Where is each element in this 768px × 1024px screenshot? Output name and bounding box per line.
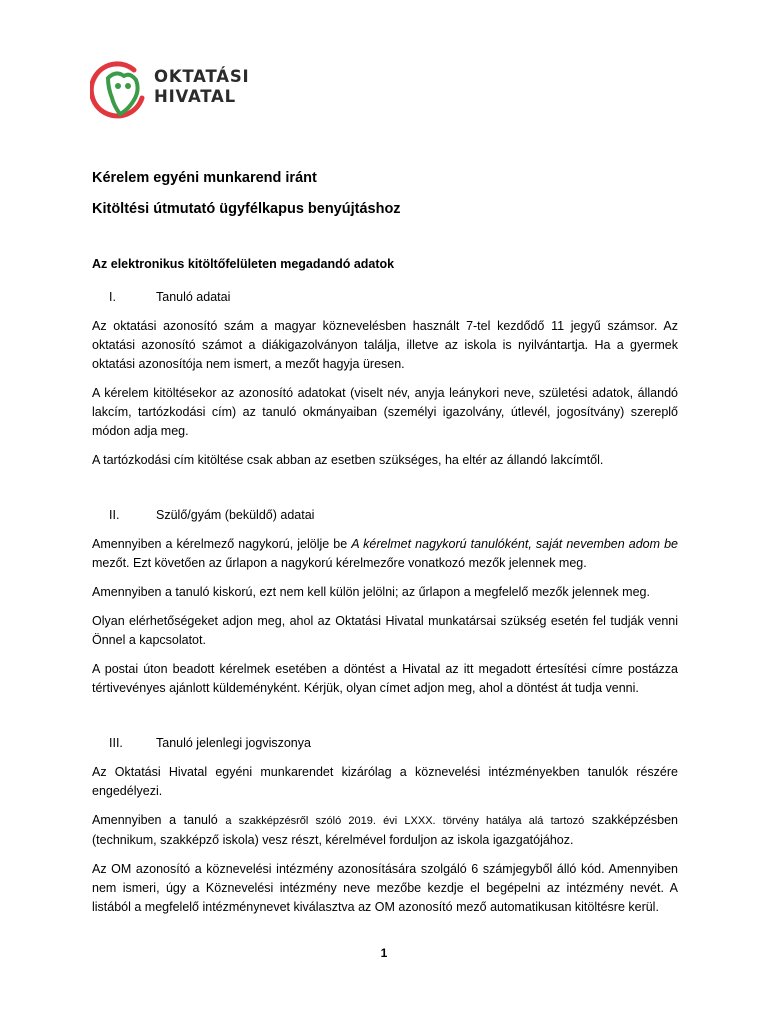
- paragraph: Az oktatási azonosító szám a magyar köznevelésben használt 7-tel kezdődő 11 jegyű számsor. Az oktatási azonosító számot a diákigazolványon találja, illetve az iskola is nyilvántartja. Ha a gyermek oktatási azonosítója nem ismert, a mezőt hagyja üresen.: [92, 319, 678, 371]
- logo-text-line1: OKTATÁSI: [154, 67, 250, 86]
- checkbox-label-quote: A kérelmet nagykorú tanulóként, saját nevemben adom be: [351, 537, 678, 551]
- paragraph-text: mezőt. Ezt követően az űrlapon a nagykorú kérelmezőre vonatkozó mezők jelennek meg.: [92, 556, 587, 570]
- paragraph: A postai úton beadott kérelmek esetében a döntést a Hivatal az itt megadott értesítési címre postázza tértivevényes ajánlott küldeményként. Kérjük, olyan címet adjon meg, ahol a döntést át tudja venni.: [92, 662, 678, 695]
- logo-text-line2: HIVATAL: [154, 87, 236, 106]
- section-title: Tanuló jelenlegi jogviszonya: [156, 736, 311, 750]
- section-heading-1: [92, 290, 678, 304]
- paragraph-inline-small: a szakképzésről szóló 2019. évi LXXX. törvény hatálya alá tartozó: [225, 815, 585, 827]
- page-number: 1: [380, 946, 388, 960]
- document-subtitle: Kitöltési útmutató ügyfélkapus benyújtáshoz: [92, 201, 401, 217]
- paragraph-text: szakképzésben (technikum, szakképző iskola) vesz részt, kérelmével forduljon az iskola igazgatójához.: [92, 813, 679, 847]
- intro-heading: Az elektronikus kitöltőfelületen megadandó adatok: [92, 257, 395, 271]
- oktatasi-hivatal-logo: [90, 58, 270, 122]
- owl-logo-icon: [90, 58, 150, 122]
- section-heading-2: [92, 508, 678, 522]
- paragraph: [92, 811, 678, 850]
- paragraph: Az OM azonosító a köznevelési intézmény azonosítására szolgáló 6 számjegyből álló kód. Amennyiben nem ismeri, úgy a Köznevelési intézmény neve mezőbe kezdje el begépelni az intézmény nevét. A listából a megfelelő intézménynevet kiválasztva az OM azonosító mező automatikusan kitöltésre kerül.: [92, 862, 678, 914]
- section-number: III.: [109, 736, 123, 750]
- document-body: [92, 168, 678, 917]
- section-title: Tanuló adatai: [156, 290, 231, 304]
- section-heading-3: [92, 736, 678, 750]
- section-number: I.: [109, 290, 116, 304]
- paragraph: Az Oktatási Hivatal egyéni munkarendet kizárólag a köznevelési intézményekben tanulók részére engedélyezi.: [92, 765, 678, 798]
- section-title: Szülő/gyám (beküldő) adatai: [156, 508, 315, 522]
- paragraph: Olyan elérhetőségeket adjon meg, ahol az Oktatási Hivatal munkatársai szükség esetén fel tudják venni Önnel a kapcsolatot.: [92, 614, 678, 647]
- document-title: Kérelem egyéni munkarend iránt: [92, 170, 317, 186]
- section-number: II.: [109, 508, 120, 522]
- paragraph: A tartózkodási cím kitöltése csak abban az esetben szükséges, ha eltér az állandó lakcímtől.: [92, 453, 604, 467]
- paragraph: A kérelem kitöltésekor az azonosító adatokat (viselt név, anyja leánykori neve, születési adatok, állandó lakcím, tartózkodási cím) az tanuló okmányaiban (személyi igazolvány, útlevél, jogosítvány) szereplő módon adja meg.: [92, 386, 678, 438]
- paragraph-text: Amennyiben a tanuló: [92, 813, 226, 827]
- paragraph: [92, 535, 678, 573]
- paragraph: Amennyiben a tanuló kiskorú, ezt nem kell külön jelölni; az űrlapon a megfelelő mezők jelennek meg.: [92, 585, 650, 599]
- paragraph-text: Amennyiben a kérelmező nagykorú, jelölje be: [92, 537, 352, 551]
